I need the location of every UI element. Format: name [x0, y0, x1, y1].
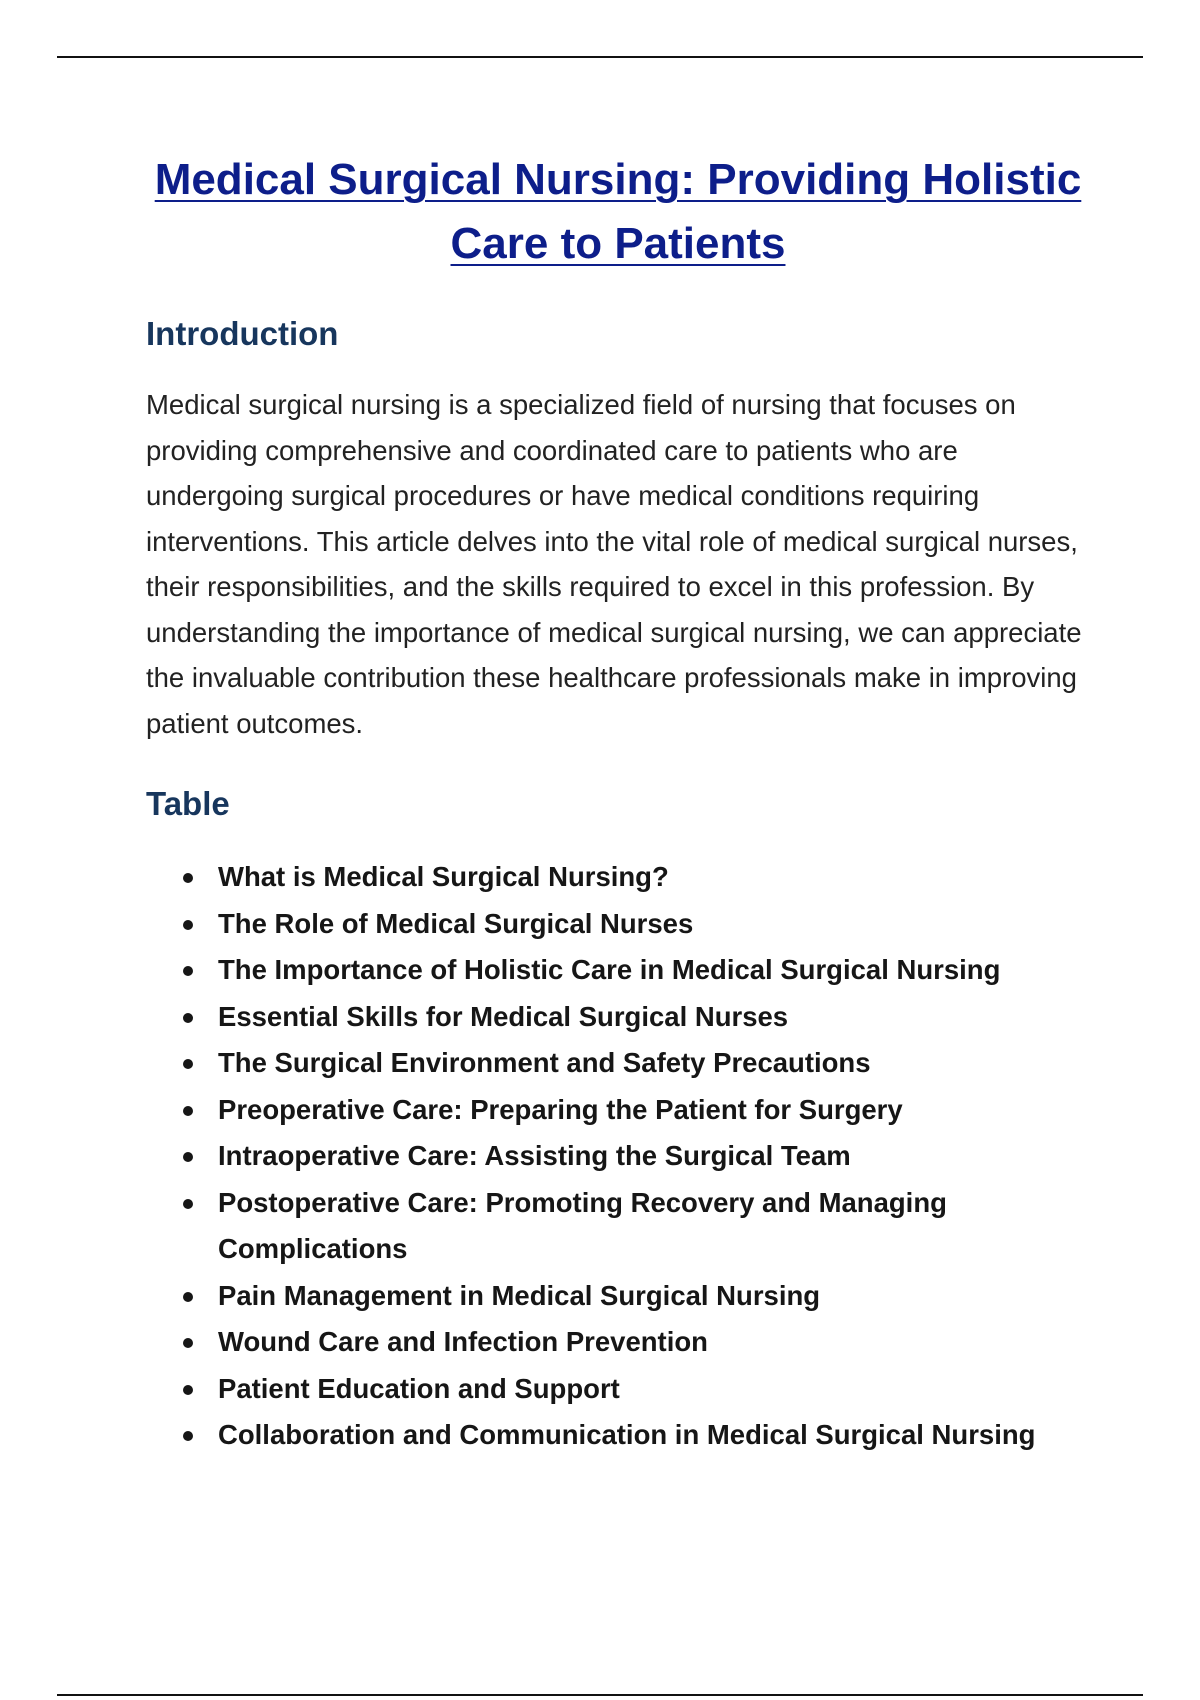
introduction-paragraph: Medical surgical nursing is a specialized field of nursing that focuses on providing comprehensive and coordinated care to patients who are undergoing surgical procedures or have medical conditions requiring interventions. This article delves into the vital role of medical surgical nurses, their responsibilities, and the skills required to excel in this profession. By understanding the importance of medical surgical nursing, we can appreciate the invaluable contribution these healthcare professionals make in improving patient outcomes. [146, 389, 1082, 739]
introduction-heading: Introduction [146, 315, 339, 352]
toc-item-role-of-nurses: The Role of Medical Surgical Nurses [218, 901, 1090, 948]
toc-item-intraoperative-care: Intraoperative Care: Assisting the Surgical Team [218, 1133, 1090, 1180]
toc-item-pain-management: Pain Management in Medical Surgical Nursing [218, 1273, 1090, 1320]
table-of-contents-list [146, 854, 1090, 1459]
document-title [146, 148, 1090, 276]
bottom-page-rule [57, 1694, 1143, 1696]
toc-item-patient-education: Patient Education and Support [218, 1366, 1090, 1413]
toc-item-what-is-medical-surgical-nursing: What is Medical Surgical Nursing? [218, 854, 1090, 901]
toc-item-postoperative-care: Postoperative Care: Promoting Recovery and Managing Complications [218, 1180, 1090, 1273]
toc-item-essential-skills: Essential Skills for Medical Surgical Nurses [218, 994, 1090, 1041]
top-page-rule [57, 56, 1143, 58]
toc-item-collaboration: Collaboration and Communication in Medical Surgical Nursing [218, 1412, 1090, 1459]
toc-item-preoperative-care: Preoperative Care: Preparing the Patient for Surgery [218, 1087, 1090, 1134]
document-body [146, 148, 1090, 1459]
toc-item-surgical-environment: The Surgical Environment and Safety Precautions [218, 1040, 1090, 1087]
toc-item-holistic-care: The Importance of Holistic Care in Medical Surgical Nursing [218, 947, 1090, 994]
document-title-text: Medical Surgical Nursing: Providing Holistic Care to Patients [154, 155, 1082, 268]
table-heading: Table [146, 785, 230, 822]
toc-item-wound-care: Wound Care and Infection Prevention [218, 1319, 1090, 1366]
